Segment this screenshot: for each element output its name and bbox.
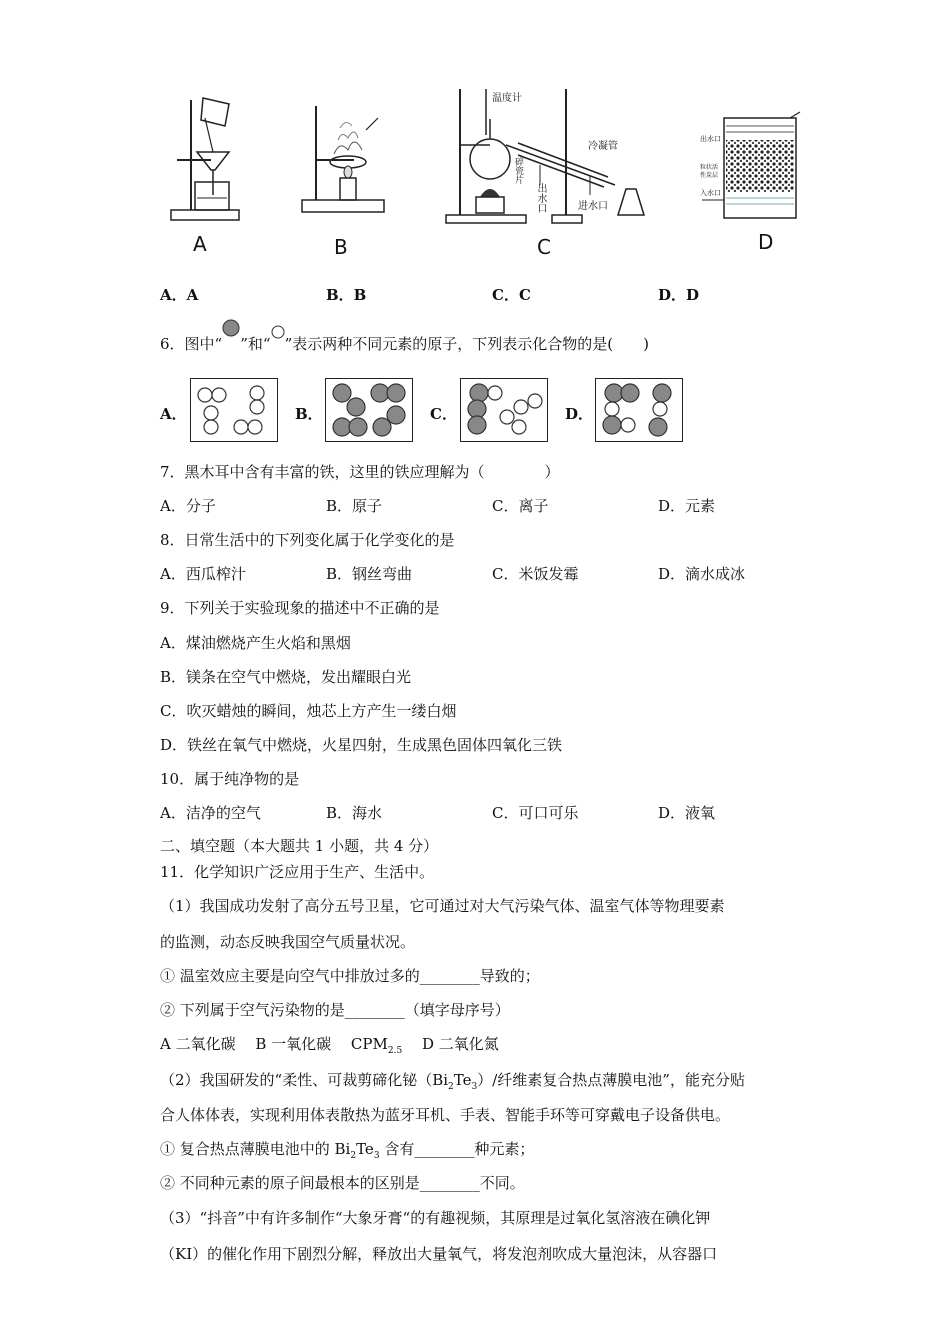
q6-option-b-diagram [326,379,412,441]
q5-option-b[interactable]: B．B [326,286,367,304]
q6-label-b[interactable]: B． [295,405,323,423]
q7-option-d[interactable]: D．元素 [658,497,716,515]
te-subscript: 3 [471,1082,478,1092]
label-d-out: 出水口 [700,135,721,143]
apparatus-figure-a [165,90,245,225]
q11-sub5: ② 不同种元素的原子间最根本的区别是________不同。 [160,1174,525,1192]
q6-label-a[interactable]: A． [160,405,187,423]
figure-label-c: C [537,235,551,259]
q6-label-c[interactable]: C． [430,405,457,423]
label-water-in: 进水口 [578,201,608,212]
q11-part1-line2: 的监测，动态反映我国空气质量状况。 [160,933,416,951]
q6-option-c-diagram [461,379,547,441]
q6-stem-mid: ”和“ [240,335,271,353]
q11-sub1: ① 温室效应主要是向空气中排放过多的________导致的； [160,967,540,985]
te-subscript-2: 3 [373,1151,380,1161]
figure-label-a: A [193,232,207,256]
q7-option-a[interactable]: A．分子 [160,497,216,515]
q7-options [160,495,800,517]
q11-part3-line2: （KI）的催化作用下剧烈分解，释放出大量氧气，将发泡剂吹成大量泡沫，从容器口 [160,1245,718,1263]
q9-option-a[interactable]: A．煤油燃烧产生火焰和黑烟 [160,634,351,652]
figure-label-b: B [334,235,348,259]
q9-option-d[interactable]: D．铁丝在氧气中燃烧，火星四射，生成黑色固体四氧化三铁 [160,736,563,754]
q11-sub4 [160,1138,534,1160]
q11-sub2: ② 下列属于空气污染物的是________（填字母序号） [160,1001,510,1019]
q8-option-a[interactable]: A．西瓜榨汁 [160,565,246,583]
q5-options [160,284,800,306]
q6-option-a-diagram [191,379,277,441]
q6-option-c-box[interactable] [460,378,548,442]
q8-option-d[interactable]: D．滴水成冰 [658,565,746,583]
q11-part2-line1-a: （2）我国研发的“柔性、可裁剪碲化铋（Bi [160,1071,449,1089]
q6-option-b-box[interactable] [325,378,413,442]
white-atom-icon [271,335,285,349]
q5-option-c[interactable]: C．C [492,286,531,304]
section-2-heading: 二、填空题（本大题共 1 小题，共 4 分） [160,837,439,855]
bi-subscript-2: 2 [350,1151,357,1161]
label-broken-porcelain: 碎瓷片 [513,157,523,184]
q11-sub4-b: 含有________种元素； [379,1140,535,1158]
q6-stem-post: ”表示两种不同元素的原子，下列表示化合物的是( ) [284,335,649,353]
distillation-apparatus-drawing [440,85,675,230]
q7-option-b[interactable]: B．原子 [326,497,383,515]
apparatus-figure-b [298,100,388,220]
q6-label-d[interactable]: D． [565,405,594,423]
q5-option-d[interactable]: D．D [658,286,700,304]
apparatus-figure-c [440,85,675,230]
q8-options [160,563,800,585]
label-d-in: 入水口 [700,189,721,197]
evaporation-apparatus-drawing [298,100,388,220]
q6-option-d-box[interactable] [595,378,683,442]
q9-option-b[interactable]: B．镁条在空气中燃烧，发出耀眼白光 [160,668,412,686]
q9-stem: 9．下列关于实验现象的描述中不正确的是 [160,599,440,617]
gray-atom-icon [222,331,240,349]
q5-option-a[interactable]: A．A [160,286,199,304]
q7-stem: 7．黑木耳中含有丰富的铁，这里的铁应理解为（ ） [160,463,560,481]
q11-part2-line2: 合人体体表，实现利用体表散热为蓝牙耳机、手表、智能手环等可穿戴电子设备供电。 [160,1106,731,1124]
q11-part2-line1-te: Te [453,1071,472,1089]
q11-stem: 11．化学知识广泛应用于生产、生活中。 [160,863,435,881]
label-water-out: 出水口 [535,183,546,213]
q10-option-c[interactable]: C．可口可乐 [492,804,579,822]
q11-sub3-options [160,1033,499,1055]
q11-sub3-options-b: D 二氧化氮 [402,1035,499,1053]
bi-subscript: 2 [448,1082,454,1092]
q10-option-a[interactable]: A．洁净的空气 [160,804,261,822]
filtration-apparatus-drawing [165,90,245,225]
q6-option-a-box[interactable] [190,378,278,442]
q11-sub4-te: Te [356,1140,374,1158]
q10-option-d[interactable]: D．液氧 [658,804,716,822]
q11-part2-line1-b: ）/纤维素复合热点薄膜电池”，能充分贴 [477,1071,745,1089]
q8-option-c[interactable]: C．米饭发霉 [492,565,579,583]
q11-sub4-a: ① 复合热点薄膜电池中的 Bi [160,1140,351,1158]
q11-part3-line1: （3）“抖音”中有许多制作“大象牙膏“的有趣视频，其原理是过氧化氢溶液在碘化钾 [160,1209,711,1227]
q10-options [160,802,800,824]
label-condenser: 冷凝管 [588,141,618,152]
pm-subscript: 2.5 [387,1046,403,1056]
q7-option-c[interactable]: C．离子 [492,497,549,515]
apparatus-figure-d [700,108,805,223]
q6-stem-pre: 6．图中“ [160,335,223,353]
q9-option-c[interactable]: C．吹灭蜡烛的瞬间，烛芯上方产生一缕白烟 [160,702,457,720]
q11-sub3-options-a: A 二氧化碳 B 一氧化碳 CPM [160,1035,388,1053]
label-d-layers: 粒状活性炭层 [700,164,719,179]
figure-label-d: D [758,230,774,254]
label-thermometer: 温度计 [492,93,522,104]
q6-option-d-diagram [596,379,682,441]
q8-option-b[interactable]: B．钢丝弯曲 [326,565,413,583]
q10-stem: 10．属于纯净物的是 [160,770,300,788]
q8-stem: 8．日常生活中的下列变化属于化学变化的是 [160,531,455,549]
q6-stem [160,331,649,353]
q10-option-b[interactable]: B．海水 [326,804,383,822]
q11-part1-line1: （1）我国成功发射了高分五号卫星，它可通过对大气污染气体、温室气体等物理要素 [160,897,725,915]
q11-part2-line1 [160,1069,745,1091]
